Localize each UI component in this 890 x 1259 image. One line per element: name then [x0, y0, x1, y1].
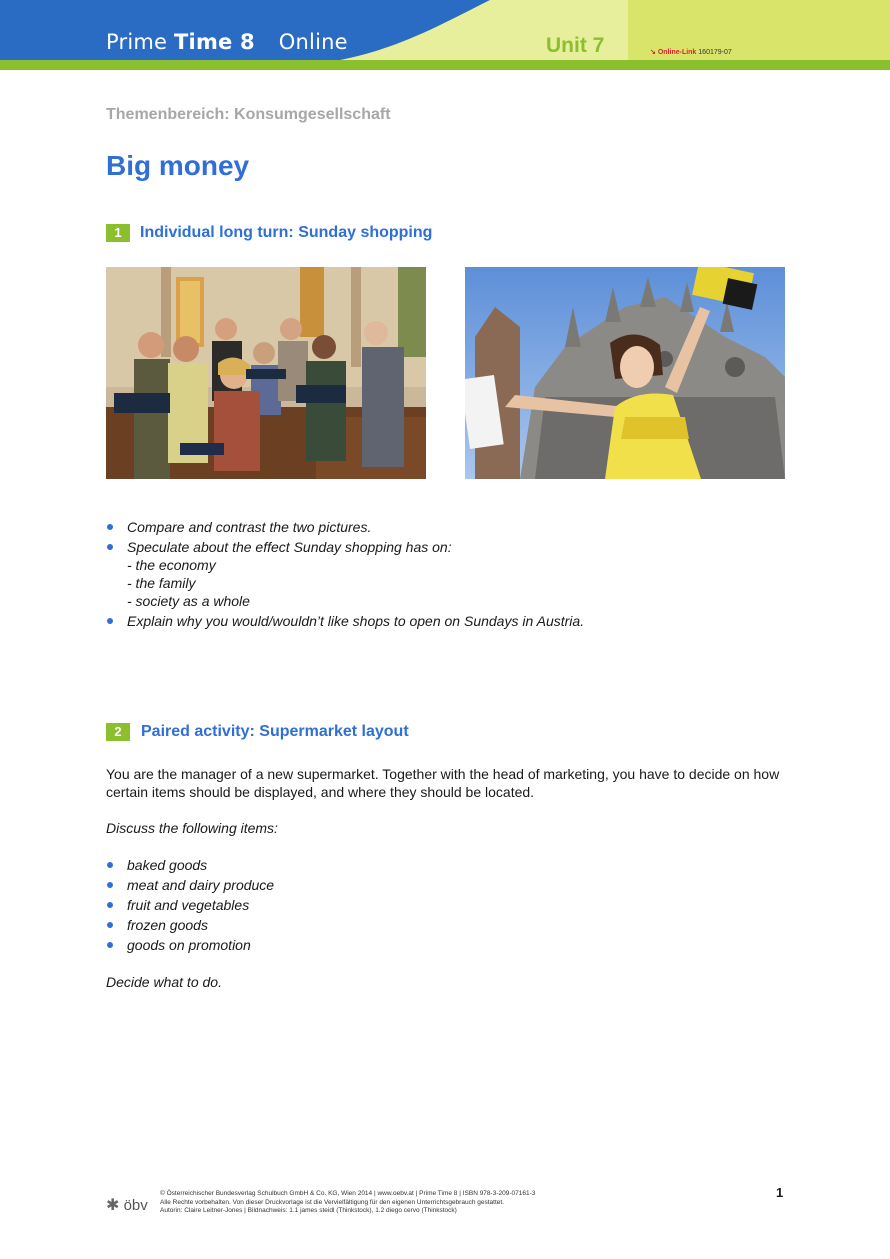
- list-item: meat and dairy produce: [106, 875, 274, 895]
- page-number: 1: [776, 1185, 784, 1200]
- publisher-logo: ✱ öbv: [106, 1197, 148, 1214]
- list-item: baked goods: [106, 855, 274, 875]
- bullet-icon: [107, 862, 113, 868]
- section-1-subtopic-list: [106, 556, 250, 610]
- list-item: frozen goods: [106, 915, 274, 935]
- section-2-number: 2: [106, 723, 130, 741]
- list-item: fruit and vegetables: [106, 895, 274, 915]
- list-item: Speculate about the effect Sunday shopping has on:: [106, 537, 452, 557]
- brand-title: Prime Time 8 Online: [106, 30, 348, 54]
- arrow-down-right-icon: ↘: [650, 49, 656, 56]
- section-2-title: Paired activity: Supermarket layout: [141, 723, 409, 740]
- list-item: Explain why you would/wouldn’t like shops to open on Sundays in Austria.: [106, 611, 584, 631]
- shopping-woman-photo: [465, 267, 785, 479]
- page-title: Big money: [106, 150, 250, 181]
- topic-heading: Themenbereich: Konsumgesellschaft: [106, 106, 391, 123]
- bullet-icon: [107, 922, 113, 928]
- list-item: Compare and contrast the two pictures.: [106, 517, 452, 537]
- bullet-icon: [107, 618, 113, 624]
- list-item: goods on promotion: [106, 935, 274, 955]
- section-1-number: 1: [106, 224, 130, 242]
- section-2-decide: Decide what to do.: [106, 974, 222, 990]
- online-link[interactable]: ↘ Online-Link 160179-07: [650, 49, 732, 56]
- bullet-icon: [107, 524, 113, 530]
- supermarket-item-list: [106, 855, 274, 955]
- bullet-icon: [107, 942, 113, 948]
- section-2-intro: You are the manager of a new supermarket. Together with the head of marketing, you have to decide on how certain items should be displayed, and where they should be located.: [106, 766, 780, 800]
- bullet-icon: [107, 882, 113, 888]
- list-item: - the family: [127, 575, 196, 591]
- section-2-discuss: Discuss the following items:: [106, 820, 278, 836]
- list-item: - society as a whole: [127, 593, 250, 609]
- unit-label: Unit 7: [546, 34, 605, 57]
- section-1-task-list: [106, 517, 452, 557]
- obv-star-icon: ✱: [106, 1197, 120, 1214]
- bullet-icon: [107, 544, 113, 550]
- list-item: - the economy: [127, 557, 216, 573]
- section-1-title: Individual long turn: Sunday shopping: [140, 224, 433, 241]
- bullet-icon: [107, 902, 113, 908]
- footer-copyright: © Österreichischer Bundesverlag Schulbuch GmbH & Co. KG, Wien 2014 | www.oebv.at | Prime Time 8 | ISBN 978-3-209-07161-3 Alle Rechte vorbehalten. Von dieser Druckvorlage ist die Vervielfältigung für den eigenen Unterrichtsgebrauch gestattet. Autorin: Claire Leitner-Jones | Bildnachweis: 1.1 james steidl (Thinkstock), 1.2 diego cervo (Thinkstock): [160, 1190, 536, 1214]
- church-choir-photo: [106, 267, 426, 479]
- section-1-final-task: [106, 611, 584, 631]
